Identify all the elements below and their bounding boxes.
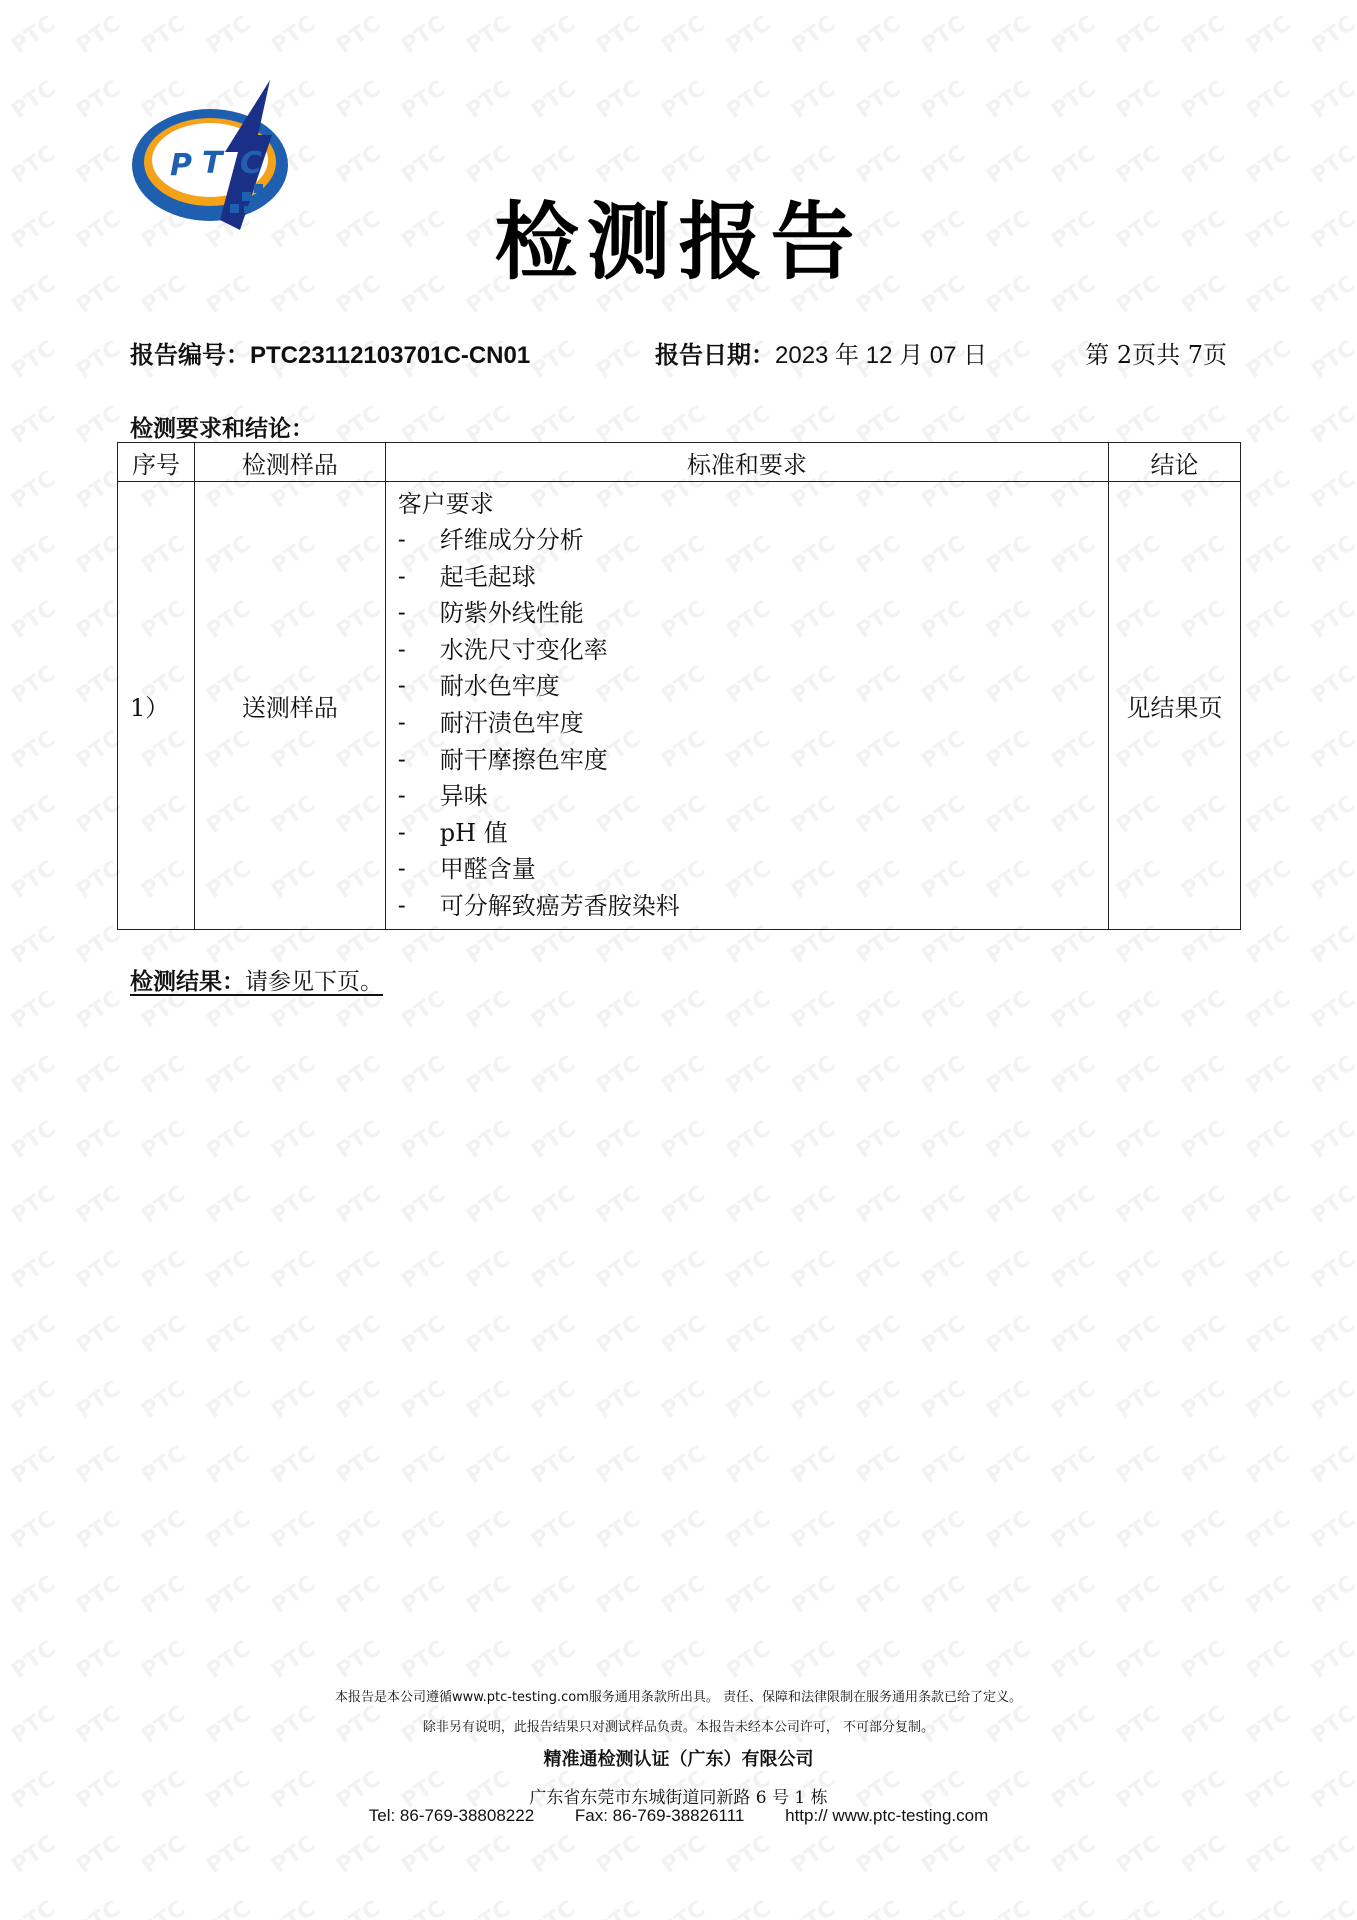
- list-dash: -: [397, 855, 406, 883]
- report-meta-row: [130, 335, 1227, 369]
- list-item: [398, 778, 1108, 815]
- list-dash: -: [397, 782, 406, 810]
- list-item: [398, 595, 1108, 632]
- report-number: [130, 335, 530, 370]
- report-date: [655, 335, 987, 370]
- list-item: [398, 742, 1108, 779]
- header-conclusion: 结论: [1109, 443, 1241, 482]
- standard-title: 客户要求: [397, 490, 494, 518]
- footer-disclaimer: 除非另有说明，此报告结果只对测试样品负责。本报告未经本公司许可， 不可部分复制。: [422, 1720, 935, 1735]
- list-item: [398, 888, 1108, 925]
- list-dash: -: [397, 818, 406, 846]
- list-dash: -: [397, 708, 406, 736]
- list-dash: -: [397, 562, 406, 590]
- list-dash: -: [397, 599, 406, 627]
- list-item-text: 纤维成分分析: [439, 526, 584, 554]
- svg-text:C: C: [240, 146, 263, 181]
- list-dash: -: [397, 526, 406, 553]
- list-item-text: 防紫外线性能: [439, 599, 584, 628]
- list-item: [398, 632, 1108, 669]
- header-standard: 标准和要求: [385, 443, 1108, 482]
- list-item-text: 甲醛含量: [439, 855, 536, 884]
- list-item: [398, 559, 1108, 596]
- result-label: 检测结果：: [130, 969, 245, 995]
- list-item-text: 异味: [439, 782, 488, 811]
- result-statement: [130, 963, 383, 996]
- row-standard: [385, 482, 1108, 930]
- svg-text:T: T: [202, 146, 223, 181]
- row-number: 1）: [118, 482, 195, 930]
- footer-contact: [0, 1806, 1357, 1826]
- list-item: [398, 705, 1108, 742]
- list-item-text: 可分解致癌芳香胺染料: [439, 891, 680, 920]
- footer-address: 广东省东莞市东城街道同新路 6 号 1 栋: [529, 1788, 828, 1808]
- report-number-label: 报告编号：: [130, 341, 250, 369]
- requirements-heading: 检测要求和结论：: [130, 416, 314, 442]
- table-header-row: [118, 443, 1241, 482]
- list-item: [398, 851, 1108, 888]
- footer-fax: Fax: 86-769-38826111: [574, 1806, 745, 1825]
- list-item-text: 耐水色牢度: [439, 672, 560, 701]
- footer-tel: Tel: 86-769-38808222: [368, 1806, 535, 1825]
- report-title: 检测报告: [494, 193, 863, 291]
- svg-text:P: P: [170, 148, 192, 183]
- list-item-text: 耐汗渍色牢度: [439, 708, 584, 737]
- list-item-text: 起毛起球: [439, 562, 536, 591]
- list-item-text: pH 值: [439, 818, 508, 847]
- list-item: [398, 815, 1108, 852]
- list-item: [398, 522, 1108, 559]
- footer-company: 精准通检测认证（广东）有限公司: [543, 1749, 814, 1770]
- page-info: 第 2页共 7页: [1085, 341, 1227, 369]
- result-text: 请参见下页。: [245, 969, 383, 995]
- list-item-text: 水洗尺寸变化率: [439, 635, 608, 664]
- list-item: [398, 668, 1108, 705]
- requirements-table: [117, 442, 1241, 930]
- report-date-label: 报告日期：: [655, 341, 775, 369]
- footer-web[interactable]: http:// www.ptc-testing.com: [785, 1806, 989, 1825]
- header-no: 序号: [118, 443, 195, 482]
- list-dash: -: [397, 635, 406, 663]
- row-sample: 送测样品: [194, 482, 385, 930]
- report-date-value: 2023 年 12 月 07 日: [775, 342, 988, 369]
- row-conclusion: 见结果页: [1109, 482, 1241, 930]
- report-number-value: PTC23112103701C-CN01: [250, 342, 531, 369]
- list-dash: -: [397, 891, 406, 919]
- list-dash: -: [397, 672, 406, 700]
- footer-terms: 本报告是本公司遵循www.ptc-testing.com服务通用条款所出具。 责任、保障和法律限制在服务通用条款已给了定义。: [334, 1690, 1023, 1705]
- header-sample: 检测样品: [194, 443, 385, 482]
- list-item-text: 耐干摩擦色牢度: [439, 745, 608, 774]
- list-dash: -: [397, 745, 406, 773]
- table-row: [118, 482, 1241, 930]
